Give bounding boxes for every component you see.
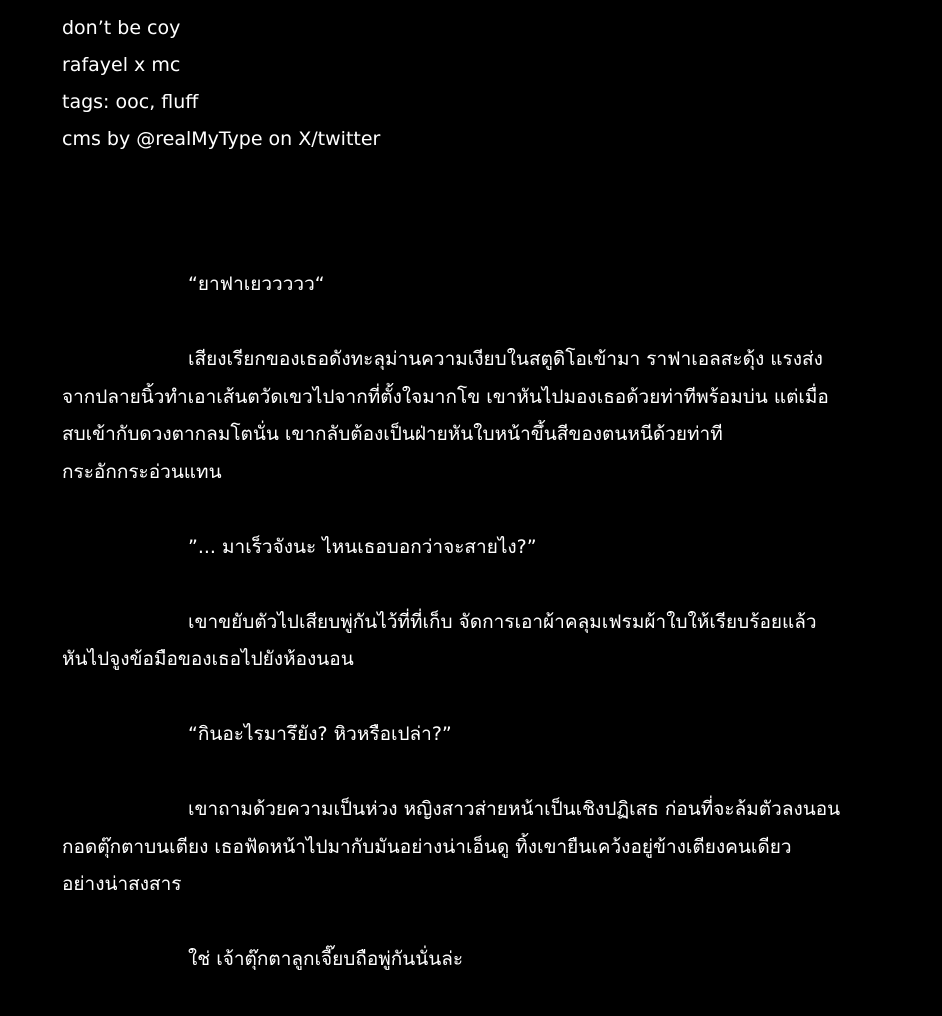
text-line: “ยาฟาเยววววว“: [188, 273, 325, 295]
story-pairing: rafayel x mc: [62, 54, 181, 76]
story-body: [62, 266, 882, 1016]
story-header: [62, 10, 380, 158]
text-line: เขาถามด้วยความเป็นห่วง หญิงสาวส่ายหน้าเป็นเชิงปฏิเสธ ก่อนที่จะล้มตัวลงนอน: [188, 798, 841, 820]
paragraph-3: [62, 529, 882, 567]
paragraph-2: [62, 341, 882, 491]
text-line: อย่างน่าสงสาร: [62, 873, 182, 895]
story-credit: cms by @realMyType on X/twitter: [62, 128, 381, 150]
paragraph-1: [62, 266, 882, 304]
text-line: เขาขยับตัวไปเสียบพู่กันไว้ที่ที่เก็บ จัดการเอาผ้าคลุมเฟรมผ้าใบให้เรียบร้อยแล้ว: [188, 610, 817, 633]
text-line: สบเข้ากับดวงตากลมโตนั่น เขากลับต้องเป็นฝ่ายหันใบหน้าขึ้นสีของตนหนีด้วยท่าที: [62, 423, 723, 445]
text-line: ใช่ เจ้าตุ๊กตาลูกเจี๊ยบถือพู่กันนั่นล่ะ: [188, 948, 464, 970]
text-line: จากปลายนิ้วทำเอาเส้นตวัดเขวไปจากที่ตั้งใจมากโข เขาหันไปมองเธอด้วยท่าทีพร้อมบ่น แต่เมื่อ: [62, 385, 829, 408]
text-line: เสียงเรียกของเธอดังทะลุม่านความเงียบในสตูดิโอเข้ามา ราฟาเอลสะดุ้ง แรงส่ง: [188, 348, 823, 370]
text-line: กระอักกระอ่วนแทน: [62, 460, 222, 483]
paragraph-6: [62, 791, 882, 904]
text-line: ”... มาเร็วจังนะ ไหนเธอบอกว่าจะสายไง?”: [188, 535, 537, 558]
paragraph-7: [62, 941, 882, 979]
text-line: “กินอะไรมารึยัง? หิวหรือเปล่า?”: [188, 723, 452, 745]
story-tags: tags: ooc, fluff: [62, 91, 199, 113]
text-line: หันไปจูงข้อมือของเธอไปยังห้องนอน: [62, 648, 354, 670]
paragraph-4: [62, 604, 882, 679]
text-line: กอดตุ๊กตาบนเตียง เธอฟัดหน้าไปมากับมันอย่างน่าเอ็นดู ทิ้งเขายืนเคว้งอยู่ข้างเตียงคนเดียว: [62, 835, 792, 858]
paragraph-5: [62, 716, 882, 754]
story-title: don’t be coy: [62, 17, 181, 39]
